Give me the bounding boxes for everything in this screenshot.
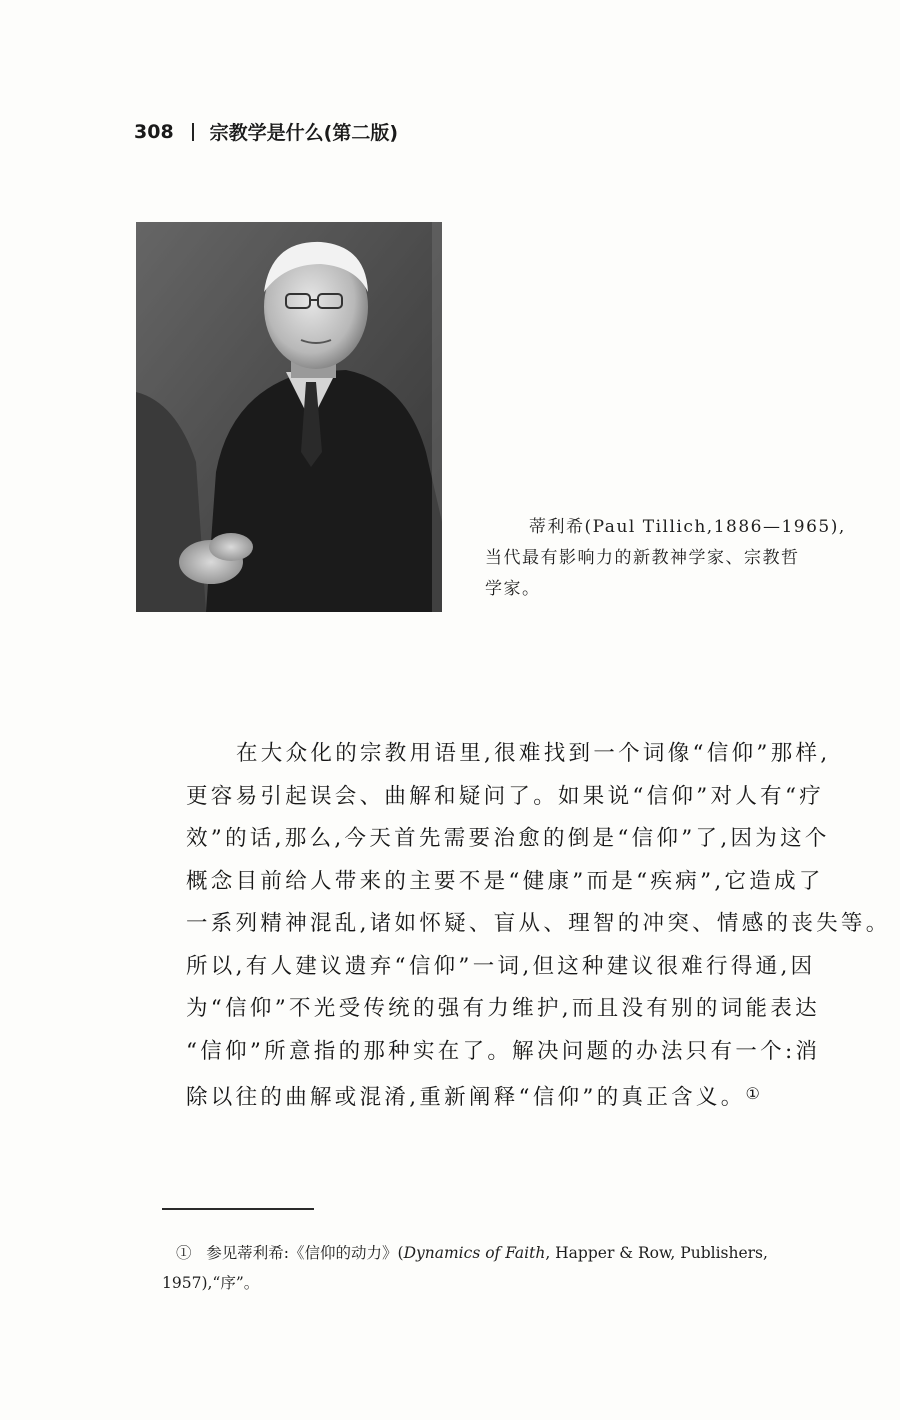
photo-caption — [485, 512, 865, 605]
portrait-photo — [136, 222, 442, 612]
footnote-text: 参见蒂利希:《信仰的动力》( — [206, 1244, 404, 1262]
footnote-line — [162, 1238, 862, 1268]
paragraph-line: 在大众化的宗教用语里,很难找到一个词像“信仰”那样, — [236, 741, 831, 766]
footnote-book-title: Dynamics of Faith — [403, 1244, 546, 1262]
footnote-divider — [162, 1208, 314, 1210]
paragraph-line: 概念目前给人带来的主要不是“健康”而是“疾病”,它造成了 — [186, 868, 824, 894]
footnote-marker: ① — [176, 1244, 192, 1262]
body-paragraph — [186, 733, 891, 1120]
paragraph-line: 一系列精神混乱,诸如怀疑、盲从、理智的冲突、情感的丧失等。 — [186, 911, 891, 936]
caption-line: 学家。 — [485, 579, 541, 599]
paragraph-line: 所以,有人建议遗弃“信仰”一词,但这种建议很难行得通,因 — [186, 953, 816, 979]
footnote — [162, 1238, 862, 1298]
book-title: 宗教学是什么(第二版) — [209, 122, 399, 144]
footnote-line: 1957),“序”。 — [162, 1274, 260, 1292]
portrait-illustration — [136, 222, 442, 612]
paragraph-line: 效”的话,那么,今天首先需要治愈的倒是“信仰”了,因为这个 — [186, 826, 830, 851]
paragraph-line: 更容易引起误会、曲解和疑问了。如果说“信仰”对人有“疗 — [186, 783, 825, 809]
footnote-text: , Happer & Row, Publishers, — [545, 1244, 768, 1262]
page-number: 308 — [134, 120, 174, 143]
paragraph-line: “信仰”所意指的那种实在了。解决问题的办法只有一个:消 — [186, 1038, 821, 1064]
paragraph-last-line — [186, 1073, 866, 1120]
running-header — [134, 118, 398, 145]
paragraph-line-text: 除以往的曲解或混淆,重新阐释“信仰”的真正含义。 — [186, 1085, 746, 1110]
caption-line: 蒂利希(Paul Tillich,1886—1965), — [529, 517, 846, 537]
header-divider — [192, 123, 194, 141]
caption-line: 当代最有影响力的新教神学家、宗教哲 — [485, 548, 800, 568]
paragraph-line: 为“信仰”不光受传统的强有力维护,而且没有别的词能表达 — [186, 996, 820, 1021]
footnote-reference[interactable]: ① — [745, 1084, 760, 1103]
